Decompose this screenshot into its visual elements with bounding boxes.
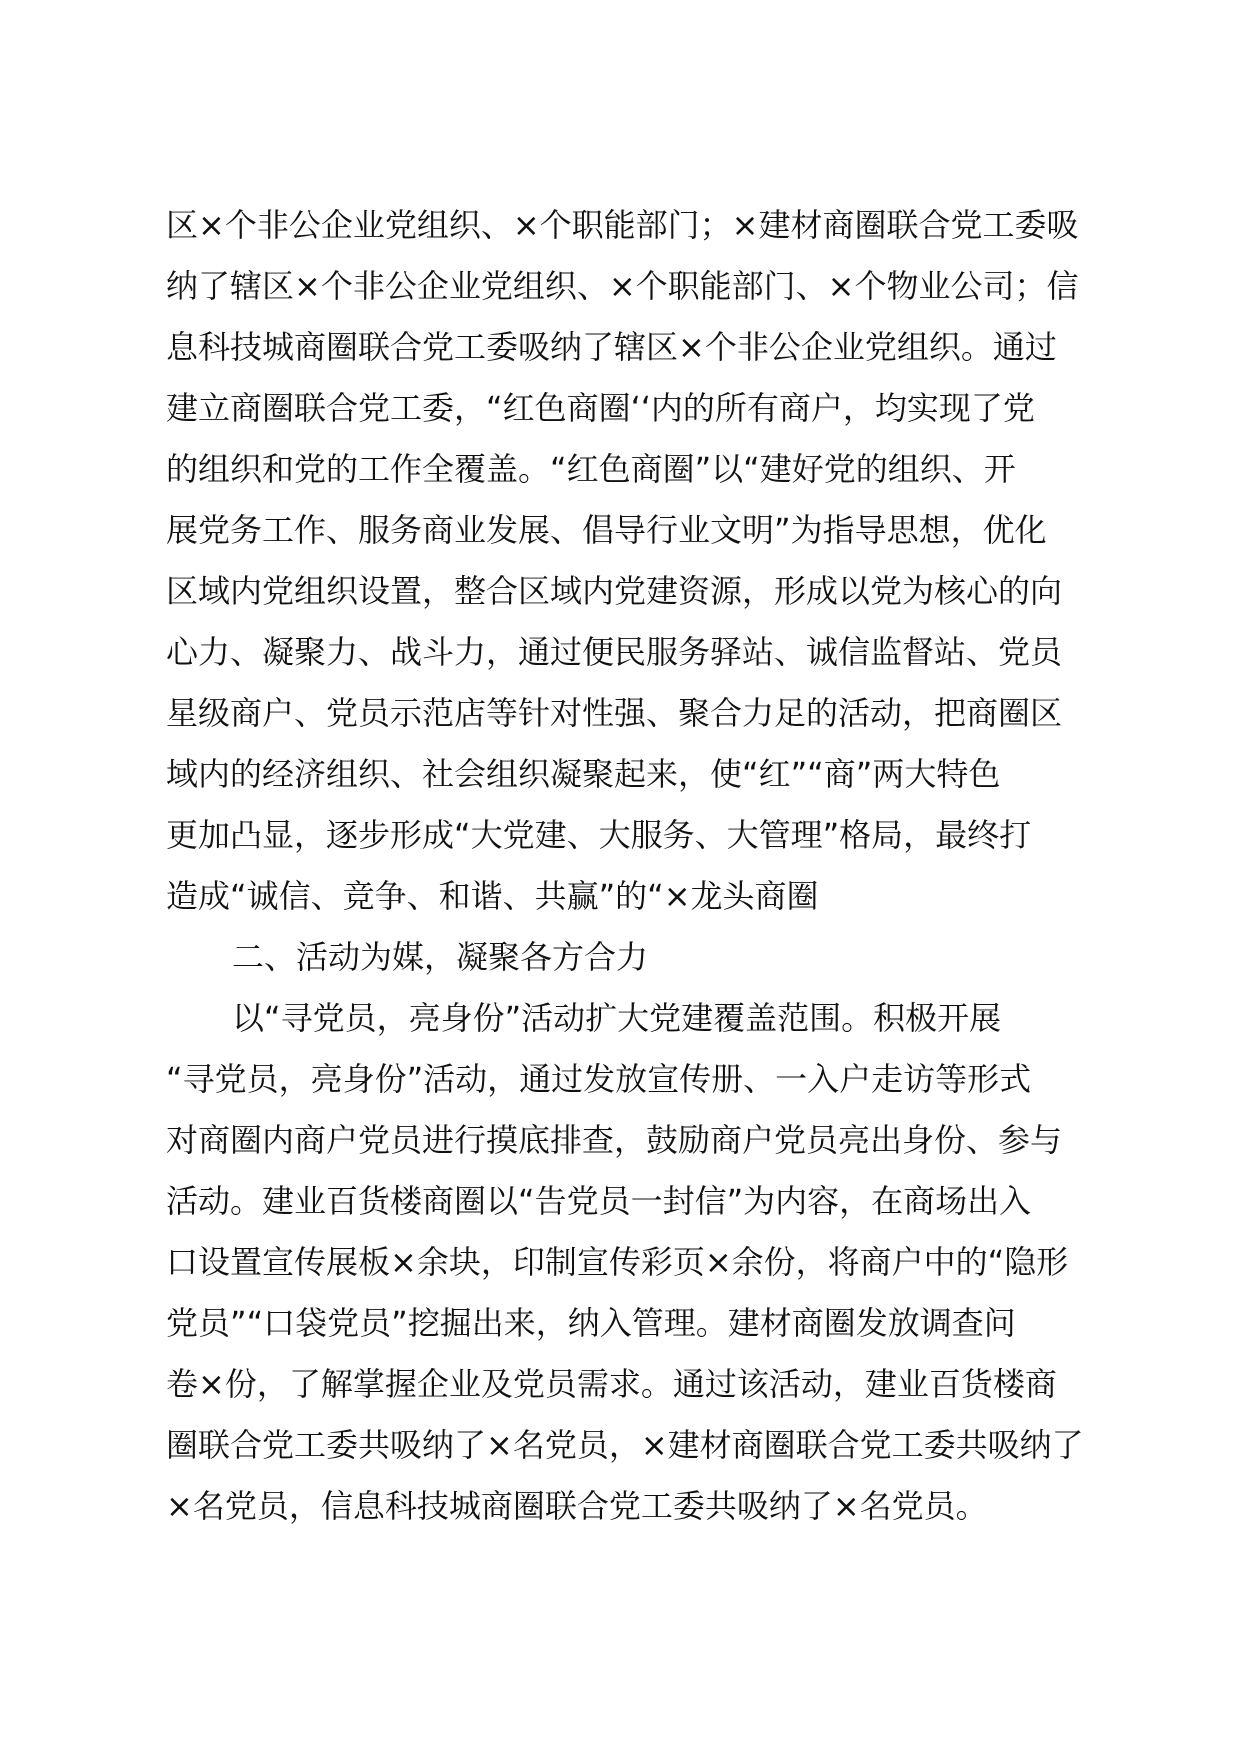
paragraph-line: 域内的经济组织、社会组织凝聚起来，使“红”“商”两大特色: [166, 755, 1001, 793]
paragraph-line: “寻党员，亮身份”活动，通过发放宣传册、一入户走访等形式: [166, 1060, 1032, 1098]
paragraph-line: 党员”“口袋党员”挖掘出来，纳入管理。建材商圈发放调查问: [166, 1304, 1016, 1342]
paragraph-line: 造成“诚信、竞争、和谐、共赢”的“×龙头商圈: [166, 877, 819, 915]
paragraph-line: 的组织和党的工作全覆盖。“红色商圈”以“建好党的组织、开: [166, 450, 1016, 488]
paragraph-line: 展党务工作、服务商业发展、倡导行业文明”为指导思想，优化: [166, 511, 1047, 549]
paragraph-line: 圈联合党工委共吸纳了×名党员，×建材商圈联合党工委共吸纳了: [166, 1426, 1084, 1464]
paragraph-2: [166, 988, 1086, 1537]
paragraph-line: 卷×份，了解掌握企业及党员需求。通过该活动，建业百货楼商: [166, 1365, 1057, 1403]
paragraph-line: 星级商户、党员示范店等针对性强、聚合力足的活动，把商圈区: [166, 694, 1063, 732]
paragraph-1: [166, 195, 1086, 927]
paragraph-line: ×名党员，信息科技城商圈联合党工委共吸纳了×名党员。: [166, 1487, 988, 1525]
paragraph-line: 纳了辖区×个非公企业党组织、×个职能部门、×个物业公司；信: [166, 267, 1079, 305]
section-heading: 二、活动为媒，凝聚各方合力: [232, 938, 649, 976]
paragraph-line: 对商圈内商户党员进行摸底排查，鼓励商户党员亮出身份、参与: [166, 1121, 1063, 1159]
paragraph-line: 区域内党组织设置，整合区域内党建资源，形成以党为核心的向: [166, 572, 1063, 610]
paragraph-line: 口设置宣传展板×余块，印制宣传彩页×余份，将商户中的“隐形: [166, 1243, 1069, 1281]
paragraph-line: 更加凸显，逐步形成“大党建、大服务、大管理”格局，最终打: [166, 816, 1032, 854]
paragraph-line: 以“寻党员，亮身份”活动扩大党建覆盖范围。积极开展: [232, 999, 1002, 1037]
paragraph-line: 心力、凝聚力、战斗力，通过便民服务驿站、诚信监督站、党员: [166, 633, 1063, 671]
paragraph-line: 建立商圈联合党工委，“红色商圈‘‘内的所有商户，均实现了党: [166, 389, 1035, 427]
document-body: [166, 195, 1086, 1537]
paragraph-line: 息科技城商圈联合党工委吸纳了辖区×个非公企业党组织。通过: [166, 328, 1057, 366]
paragraph-line: 活动。建业百货楼商圈以“告党员一封信”为内容，在商场出入: [166, 1182, 1032, 1220]
paragraph-line: 区×个非公企业党组织、×个职能部门；×建材商圈联合党工委吸: [166, 206, 1079, 244]
